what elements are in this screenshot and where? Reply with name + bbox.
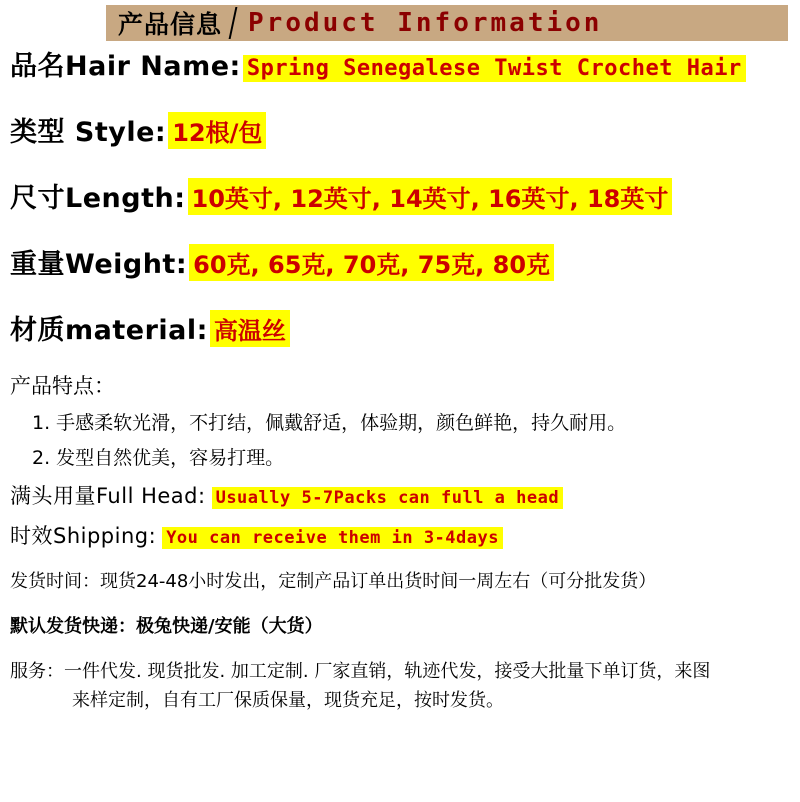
full-head-value: Usually 5-7Packs can full a head <box>212 487 564 509</box>
feature-item: 1. 手感柔软光滑，不打结，佩戴舒适，体验期，颜色鲜艳，持久耐用。 <box>32 412 627 434</box>
spec-row-material <box>6 308 794 374</box>
spec-label: 重量Weight: <box>10 249 188 280</box>
full-head-label: 满头用量Full Head: <box>10 484 206 508</box>
spec-value: 60克, 65克, 70克, 75克, 80克 <box>189 244 554 281</box>
spec-row-length <box>6 176 794 242</box>
spec-value: 高温丝 <box>210 310 290 347</box>
page-title-en: Product Information <box>248 8 603 38</box>
features-section <box>6 370 794 470</box>
shipping-label: 时效Shipping: <box>10 524 157 548</box>
spec-label: 类型 Style: <box>10 117 167 148</box>
spec-row-hair-name <box>6 44 794 110</box>
spec-row-style <box>6 110 794 176</box>
spec-row-weight <box>6 242 794 308</box>
spec-label: 尺寸Length: <box>10 183 186 214</box>
shipping-value: You can receive them in 3-4days <box>162 527 503 549</box>
spec-label: 材质material: <box>10 315 208 346</box>
features-title: 产品特点： <box>10 374 115 398</box>
spec-label: 品名Hair Name: <box>10 51 241 82</box>
shipping-row <box>6 520 794 550</box>
spec-value: 12根/包 <box>168 112 266 149</box>
note-service: 服务：一件代发. 现货批发. 加工定制. 厂家直销，轨迹代发，接受大批量下单订货，来图 <box>10 661 711 682</box>
product-information-page <box>0 2 800 802</box>
page-header <box>6 2 794 44</box>
note-service-continued: 来样定制，自有工厂保质保量，现货充足，按时发货。 <box>72 690 504 711</box>
feature-item: 2. 发型自然优美，容易打理。 <box>32 447 285 469</box>
full-head-row <box>6 480 794 510</box>
spec-value: Spring Senegalese Twist Crochet Hair <box>243 55 746 82</box>
note-default-courier: 默认发货快递：极兔快递/安能（大货） <box>10 616 323 637</box>
page-title-cn: 产品信息 <box>118 10 223 39</box>
spec-value: 10英寸, 12英寸, 14英寸, 16英寸, 18英寸 <box>188 178 673 215</box>
note-dispatch-time: 发货时间：现货24-48小时发出，定制产品订单出货时间一周左右（可分批发货） <box>10 571 657 592</box>
